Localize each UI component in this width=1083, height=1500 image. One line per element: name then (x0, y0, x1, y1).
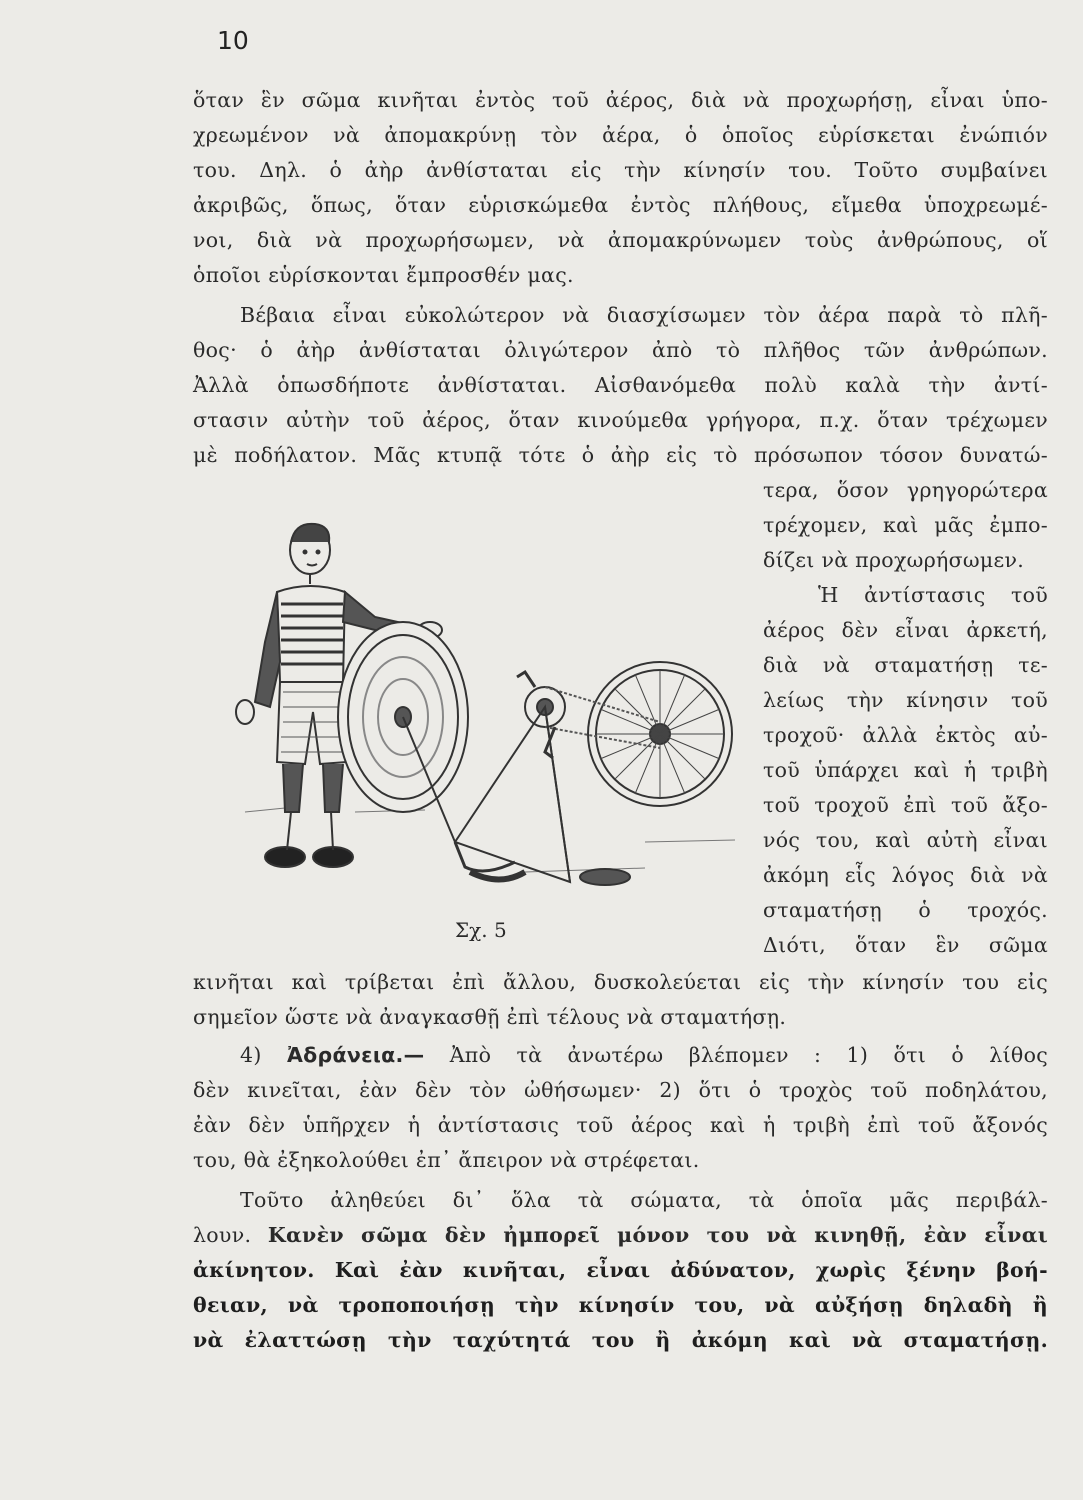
text-line: τοῦ ὑπάρχει καὶ ἡ τριβὴ (763, 758, 1048, 782)
text-line: Τοῦτο ἀληθεύει δι᾿ ὅλα τὰ σώματα, τὰ ὁποῖα μᾶς περιβάλ- (240, 1188, 1048, 1212)
text-line: τροχοῦ· ἀλλὰ ἐκτὸς αὐ- (763, 723, 1048, 747)
plain-text: λουν. (193, 1223, 252, 1247)
text-line: μὲ ποδήλατον. Μᾶς κτυπᾷ τότε ὁ ἀὴρ εἰς τὸ πρόσωπον τόσον δυνατώ- (193, 443, 1048, 467)
bicycle-figure (338, 622, 732, 885)
text-line: τερα, ὅσον γρηγορώτερα (763, 478, 1048, 502)
text-line: σημεῖον ὥστε νὰ ἀναγκασθῇ ἐπὶ τέλους νὰ σταματήσῃ. (193, 1005, 787, 1029)
text-line: νός του, καὶ αὐτὴ εἶναι (763, 828, 1048, 852)
boy-with-bicycle-illustration (225, 512, 755, 912)
section-number: 4) (240, 1043, 262, 1067)
text-line: ἀκριβῶς, ὅπως, ὅταν εὑρισκώμεθα ἐντὸς πλήθους, εἴμεθα ὑποχρεωμέ- (193, 193, 1048, 217)
text-line: θος· ὁ ἀὴρ ἀνθίσταται ὀλιγώτερον ἀπὸ τὸ πλῆθος τῶν ἀνθρώπων. (193, 338, 1048, 362)
page-number: 10 (217, 26, 249, 55)
text-line: ἐὰν δὲν ὑπῆρχεν ἡ ἀντίστασις τοῦ ἀέρος καὶ ἡ τριβὴ ἐπὶ τοῦ ἄξονός (193, 1113, 1048, 1137)
figure-caption: Σχ. 5 (455, 918, 507, 942)
text-line: τρέχομεν, καὶ μᾶς ἐμπο- (763, 513, 1048, 537)
text-line: λείως τὴν κίνησιν τοῦ (763, 688, 1048, 712)
section-heading-line (240, 1043, 1048, 1067)
text-line: τοῦ τροχοῦ ἐπὶ τοῦ ἄξο- (763, 793, 1048, 817)
bold-text: Κανὲν σῶμα δὲν ἠμπορεῖ μόνον του νὰ κινηθῇ, ἐὰν εἶναι (267, 1223, 1048, 1247)
text-line: ὁποῖοι εὑρίσκονται ἔμπροσθέν μας. (193, 263, 574, 287)
text-line: διὰ νὰ σταματήσῃ τε- (763, 653, 1048, 677)
text-line-mixed (193, 1223, 1048, 1247)
text-line: ἀκόμη εἷς λόγος διὰ νὰ (763, 863, 1048, 887)
text-line: Ἡ ἀντίστασις τοῦ (818, 583, 1048, 607)
text-line: Διότι, ὅταν ἓν σῶμα (763, 933, 1048, 957)
bold-text-line: ἀκίνητον. Καὶ ἐὰν κινῆται, εἶναι ἀδύνατον, χωρὶς ξένην βοή- (193, 1258, 1048, 1282)
text-line: ἀέρος δὲν εἶναι ἀρκετή, (763, 618, 1048, 642)
text-line: δὲν κινεῖται, ἐὰν δὲν τὸν ὠθήσωμεν· 2) ὅτι ὁ τροχὸς τοῦ ποδηλάτου, (193, 1078, 1048, 1102)
section-intro-text: Ἀπὸ τὰ ἀνωτέρω βλέπομεν : 1) ὅτι ὁ λίθος (449, 1043, 1049, 1067)
text-line: Ἀλλὰ ὁπωσδήποτε ἀνθίσταται. Αἰσθανόμεθα πολὺ καλὰ τὴν ἀντί- (193, 373, 1048, 397)
text-line: του. Δηλ. ὁ ἀὴρ ἀνθίσταται εἰς τὴν κίνησίν του. Τοῦτο συμβαίνει (193, 158, 1048, 182)
bold-text-line: θειαν, νὰ τροποποιήσῃ τὴν κίνησίν του, νὰ αὐξήσῃ δηλαδὴ ἢ (193, 1293, 1048, 1317)
text-line: σταματήσῃ ὁ τροχός. (763, 898, 1048, 922)
text-line: κινῆται καὶ τρίβεται ἐπὶ ἄλλου, δυσκολεύεται εἰς τὴν κίνησίν του εἰς (193, 970, 1048, 994)
text-line: του, θὰ ἐξηκολούθει ἐπ᾿ ἄπειρον νὰ στρέφεται. (193, 1148, 700, 1172)
text-line: χρεωμένον νὰ ἀπομακρύνῃ τὸν ἀέρα, ὁ ὁποῖος εὑρίσκεται ἐνώπιόν (193, 123, 1048, 147)
text-line: Βέβαια εἶναι εὐκολώτερον νὰ διασχίσωμεν τὸν ἀέρα παρὰ τὸ πλῆ- (240, 303, 1048, 327)
text-line: στασιν αὐτὴν τοῦ ἀέρος, ὅταν κινούμεθα γρήγορα, π.χ. ὅταν τρέχωμεν (193, 408, 1048, 432)
text-line: νοι, διὰ νὰ προχωρήσωμεν, νὰ ἀπομακρύνωμεν τοὺς ἀνθρώπους, οἵ (193, 228, 1048, 252)
bold-text-line: νὰ ἐλαττώσῃ τὴν ταχύτητά του ἢ ἀκόμη καὶ νὰ σταματήσῃ. (193, 1328, 1048, 1352)
text-line: ὅταν ἓν σῶμα κινῆται ἐντὸς τοῦ ἀέρος, διὰ νὰ προχωρήσῃ, εἶναι ὑπο- (193, 88, 1048, 112)
text-line: δίζει νὰ προχωρήσωμεν. (763, 548, 1025, 572)
section-heading: Ἀδράνεια.— (286, 1043, 425, 1067)
